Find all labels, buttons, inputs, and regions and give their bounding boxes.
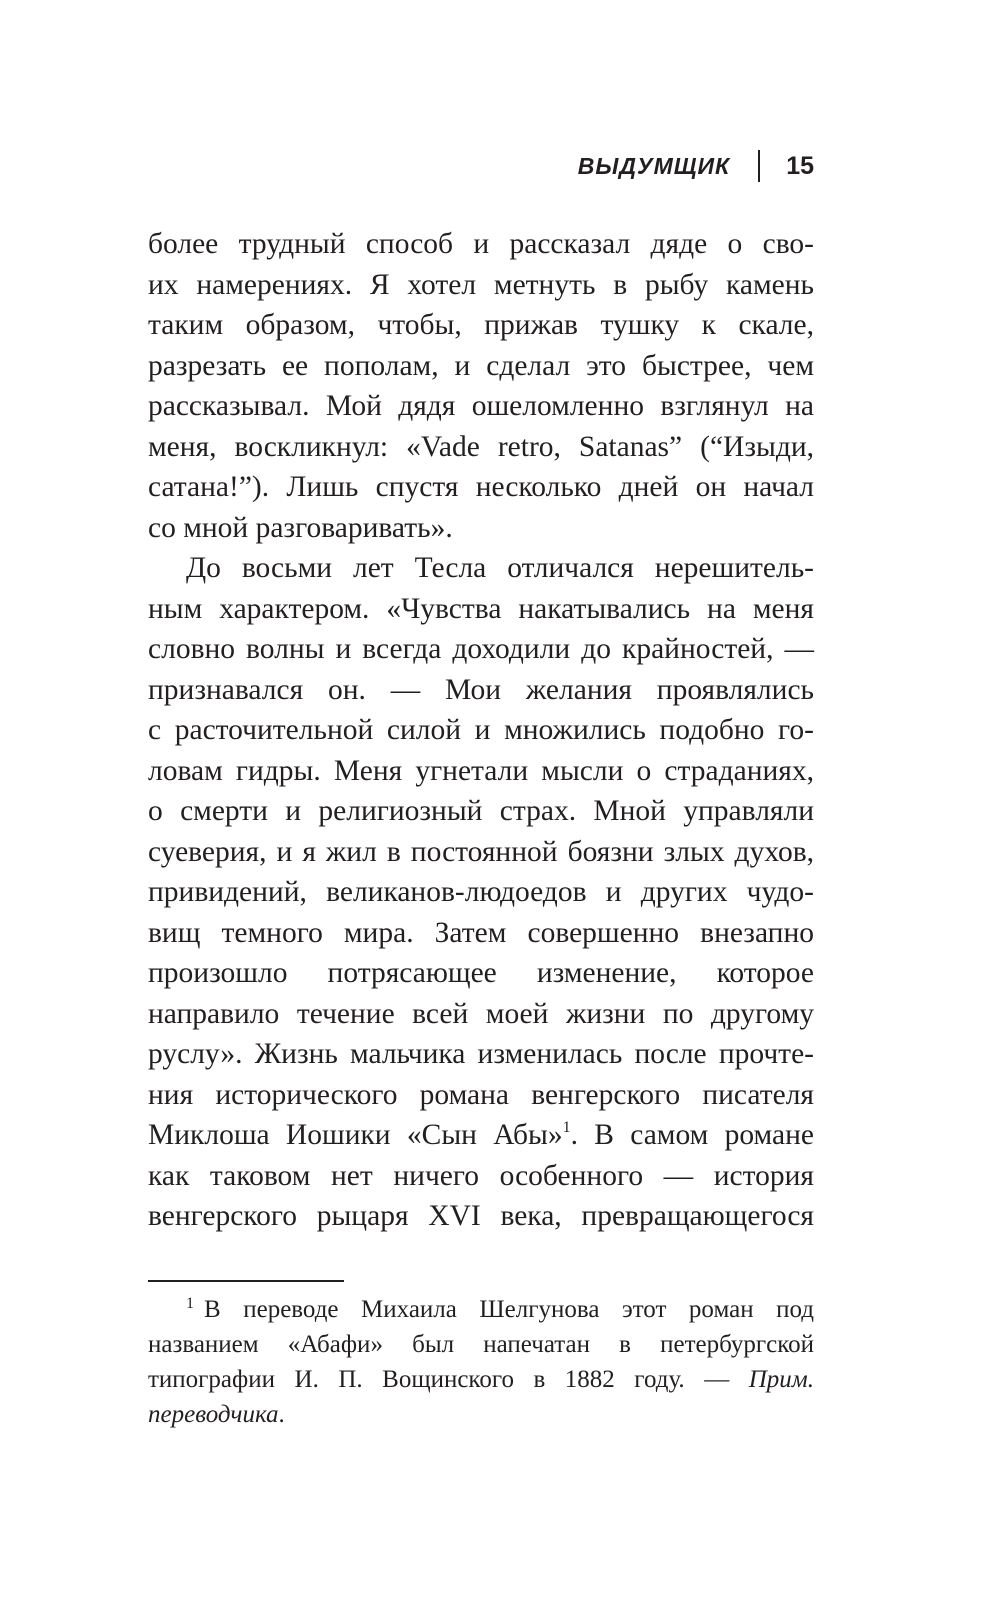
text-line: руслу». Жизнь мальчика изменилась после прочте- bbox=[148, 1038, 814, 1070]
footnote-line bbox=[148, 1362, 814, 1397]
footnote bbox=[148, 1292, 814, 1432]
footnote-line bbox=[148, 1292, 814, 1327]
footnote-line bbox=[148, 1397, 814, 1432]
text-line: направило течение всей моей жизни по другому bbox=[148, 997, 814, 1030]
text-line: о смерти и религиозный страх. Мной управляли bbox=[148, 795, 814, 827]
footnote-note-label: переводчика bbox=[148, 1401, 279, 1428]
text-line: рассказывал. Мой дядя ошеломленно взглянул на bbox=[148, 390, 814, 422]
footnote-text: типографии И. П. Вощинского в 1882 году. — bbox=[148, 1366, 749, 1393]
text-line: со мной разговаривать». bbox=[148, 511, 453, 544]
text-line: До восьми лет Тесла отличался нерешитель- bbox=[186, 552, 814, 584]
text-line: более трудный способ и рассказал дяде о сво- bbox=[148, 228, 814, 260]
text-line: словно волны и всегда доходили до крайностей, — bbox=[148, 633, 814, 665]
footnote-marker: 1 bbox=[186, 1295, 194, 1312]
text-line: сатана!”). Лишь спустя несколько дней он начал bbox=[148, 471, 814, 503]
text-line: как таковом нет ничего особенного — история bbox=[148, 1159, 814, 1192]
text-line: меня, воскликнул: «Vade retro, Satanas” (“Изыди, bbox=[148, 430, 814, 463]
text-line: ловам гидры. Меня угнетали мысли о страданиях, bbox=[148, 754, 814, 787]
header-divider bbox=[758, 150, 760, 182]
text-line: суеверия, и я жил в постоянной боязни злых духов, bbox=[148, 835, 814, 868]
text-line: привидений, великанов-людоедов и других чудо- bbox=[148, 876, 814, 908]
text-line: их намерениях. Я хотел метнуть в рыбу камень bbox=[148, 268, 814, 301]
footnote-reference[interactable]: 1 bbox=[562, 1119, 571, 1136]
text-line: с расточительной силой и множились подобно го- bbox=[148, 714, 814, 746]
text-line: вищ темного мира. Затем совершенно внезапно bbox=[148, 916, 814, 949]
footnote-divider bbox=[148, 1280, 344, 1282]
running-head bbox=[578, 146, 814, 186]
text-line: признавался он. — Мои желания проявлялись bbox=[148, 673, 814, 706]
text-line: ния исторического романа венгерского писателя bbox=[148, 1078, 814, 1111]
text-segment: Миклоша Иошики «Сын Абы» bbox=[148, 1119, 563, 1151]
footnote-line: названием «Абафи» был напечатан в петербургской bbox=[148, 1331, 814, 1358]
text-line: разрезать ее пополам, и сделал это быстрее, чем bbox=[148, 349, 814, 382]
text-segment: . В самом романе bbox=[570, 1119, 814, 1151]
text-line: ным характером. «Чувства накатывались на меня bbox=[148, 592, 814, 625]
text-line: венгерского рыцаря XVI века, превращающегося bbox=[148, 1200, 814, 1232]
footnote-text: В переводе Михаила Шелгунова этот роман под bbox=[204, 1296, 814, 1323]
page-number: 15 bbox=[786, 151, 814, 180]
text-line: произошло потрясающее изменение, которое bbox=[148, 957, 814, 989]
text-line: таким образом, чтобы, прижав тушку к скале, bbox=[148, 309, 814, 341]
footnote-text: . bbox=[278, 1401, 285, 1428]
footnote-note-label: Прим. bbox=[748, 1366, 814, 1393]
text-line-with-footnote-ref bbox=[148, 1115, 814, 1156]
main-text bbox=[148, 224, 814, 1237]
running-title: ВЫДУМЩИК bbox=[577, 152, 731, 179]
